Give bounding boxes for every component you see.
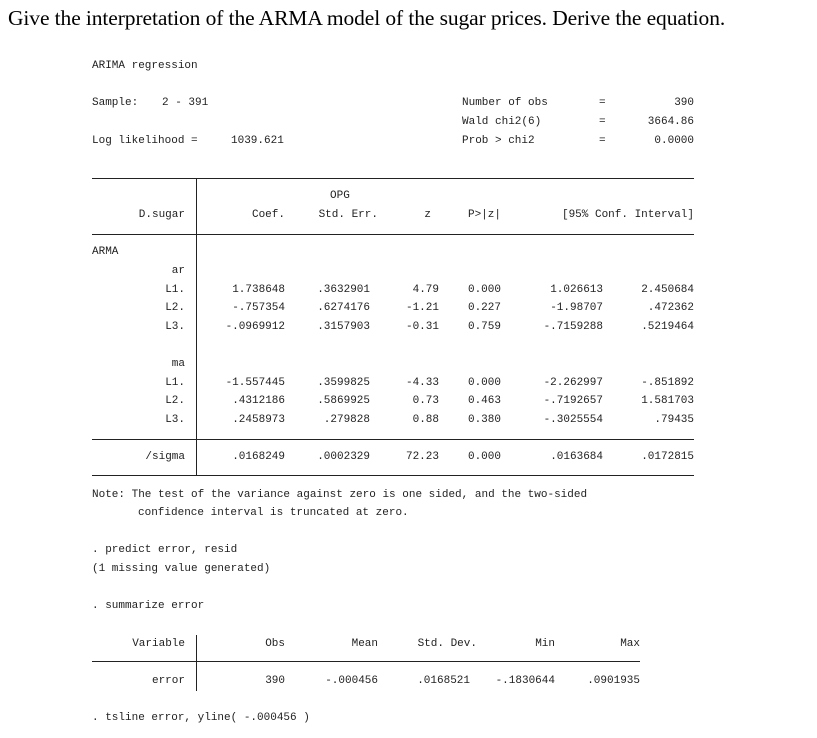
table-stub-divider bbox=[196, 178, 197, 476]
stat-value-wald: 3664.86 bbox=[647, 116, 694, 128]
stat-value-nobs: 390 bbox=[674, 97, 694, 109]
ma-label: ma bbox=[171, 358, 185, 370]
row-coef: .0168249 bbox=[232, 451, 285, 463]
row-coef: .2458973 bbox=[232, 414, 285, 426]
note-line-1: Note: The test of the variance against zero is one sided, and the two-sided bbox=[92, 489, 588, 501]
row-ci-low: -.3025554 bbox=[543, 414, 603, 426]
row-z: -4.33 bbox=[405, 377, 439, 389]
row-coef: -.757354 bbox=[232, 302, 285, 314]
loglik-label: Log likelihood = bbox=[92, 135, 198, 147]
header-opg: OPG bbox=[330, 190, 350, 202]
row-z: -0.31 bbox=[405, 321, 439, 333]
row-lag: L1. bbox=[165, 377, 185, 389]
row-ci-high: .5219464 bbox=[641, 321, 694, 333]
row-ci-low: -.7159288 bbox=[543, 321, 603, 333]
question-text: Give the interpretation of the ARMA model of the sugar prices. Derive the equation. bbox=[8, 6, 726, 30]
row-coef: -.0969912 bbox=[225, 321, 285, 333]
row-se: .3157903 bbox=[317, 321, 370, 333]
summary-header-min: Min bbox=[535, 638, 555, 650]
summary-obs: 390 bbox=[265, 675, 285, 687]
table-bottom-rule bbox=[92, 475, 694, 476]
summary-variable: error bbox=[151, 675, 185, 687]
row-ci-high: 1.581703 bbox=[641, 395, 694, 407]
row-coef: -1.557445 bbox=[225, 377, 285, 389]
row-ci-low: -2.262997 bbox=[543, 377, 603, 389]
row-p: 0.000 bbox=[467, 284, 501, 296]
summary-stub-divider bbox=[196, 635, 197, 691]
row-ci-high: -.851892 bbox=[641, 377, 694, 389]
row-coef: 1.738648 bbox=[232, 284, 285, 296]
header-coef: Coef. bbox=[251, 209, 285, 221]
row-ci-low: -.7192657 bbox=[543, 395, 603, 407]
summary-header-max: Max bbox=[620, 638, 640, 650]
row-lag: L3. bbox=[165, 321, 185, 333]
summary-sd: .0168521 bbox=[417, 675, 470, 687]
row-ci-high: .0172815 bbox=[641, 451, 694, 463]
group-arma: ARMA bbox=[92, 246, 119, 258]
summary-min: -.1830644 bbox=[495, 675, 555, 687]
sample-label: Sample: bbox=[92, 97, 139, 109]
command-summarize: . summarize error bbox=[92, 600, 205, 612]
header-se: Std. Err. bbox=[318, 209, 378, 221]
summary-header-obs: Obs bbox=[265, 638, 285, 650]
row-lag: L3. bbox=[165, 414, 185, 426]
table-top-rule bbox=[92, 178, 694, 179]
stat-eq-wald: = bbox=[599, 116, 606, 128]
sample-value: 2 - 391 bbox=[162, 97, 209, 109]
stat-eq-prob: = bbox=[599, 135, 606, 147]
row-z: -1.21 bbox=[405, 302, 439, 314]
stat-value-prob: 0.0000 bbox=[654, 135, 694, 147]
ar-label: ar bbox=[171, 265, 185, 277]
row-p: 0.000 bbox=[467, 451, 501, 463]
row-lag: L2. bbox=[165, 395, 185, 407]
row-z: 0.73 bbox=[412, 395, 439, 407]
note-line-2: confidence interval is truncated at zero. bbox=[138, 507, 409, 519]
stat-label-prob: Prob > chi2 bbox=[462, 135, 535, 147]
stat-label-wald: Wald chi2(6) bbox=[462, 116, 542, 128]
row-ci-high: .472362 bbox=[647, 302, 694, 314]
summary-header-rule bbox=[92, 661, 640, 662]
header-p: P>|z| bbox=[467, 209, 501, 221]
row-ci-low: -1.98707 bbox=[550, 302, 603, 314]
row-z: 72.23 bbox=[405, 451, 439, 463]
row-se: .279828 bbox=[323, 414, 370, 426]
row-z: 4.79 bbox=[412, 284, 439, 296]
row-ci-high: .79435 bbox=[654, 414, 694, 426]
summary-header-sd: Std. Dev. bbox=[417, 638, 477, 650]
row-coef: .4312186 bbox=[232, 395, 285, 407]
row-p: 0.000 bbox=[467, 377, 501, 389]
row-ci-high: 2.450684 bbox=[641, 284, 694, 296]
arima-title: ARIMA regression bbox=[92, 60, 198, 72]
loglik-value: 1039.621 bbox=[231, 135, 284, 147]
row-se: .0002329 bbox=[317, 451, 370, 463]
row-label: /sigma bbox=[145, 451, 185, 463]
row-lag: L1. bbox=[165, 284, 185, 296]
predict-output: (1 missing value generated) bbox=[92, 563, 271, 575]
summary-max: .0901935 bbox=[587, 675, 640, 687]
summary-mean: -.000456 bbox=[325, 675, 378, 687]
header-depvar: D.sugar bbox=[138, 209, 185, 221]
header-z: z bbox=[424, 209, 431, 221]
row-p: 0.759 bbox=[467, 321, 501, 333]
row-se: .6274176 bbox=[317, 302, 370, 314]
table-header-rule bbox=[92, 234, 694, 235]
row-ci-low: .0163684 bbox=[550, 451, 603, 463]
row-se: .3599825 bbox=[317, 377, 370, 389]
row-p: 0.227 bbox=[467, 302, 501, 314]
header-ci: [95% Conf. Interval] bbox=[561, 209, 694, 221]
row-ci-low: 1.026613 bbox=[550, 284, 603, 296]
row-se: .3632901 bbox=[317, 284, 370, 296]
row-p: 0.463 bbox=[467, 395, 501, 407]
stat-eq-nobs: = bbox=[599, 97, 606, 109]
stat-label-nobs: Number of obs bbox=[462, 97, 548, 109]
summary-header-mean: Mean bbox=[351, 638, 378, 650]
row-z: 0.88 bbox=[412, 414, 439, 426]
table-sigma-rule bbox=[92, 439, 694, 440]
summary-header-variable: Variable bbox=[132, 638, 185, 650]
row-p: 0.380 bbox=[467, 414, 501, 426]
command-tsline: . tsline error, yline( -.000456 ) bbox=[92, 712, 310, 724]
row-lag: L2. bbox=[165, 302, 185, 314]
command-predict: . predict error, resid bbox=[92, 544, 238, 556]
row-se: .5869925 bbox=[317, 395, 370, 407]
